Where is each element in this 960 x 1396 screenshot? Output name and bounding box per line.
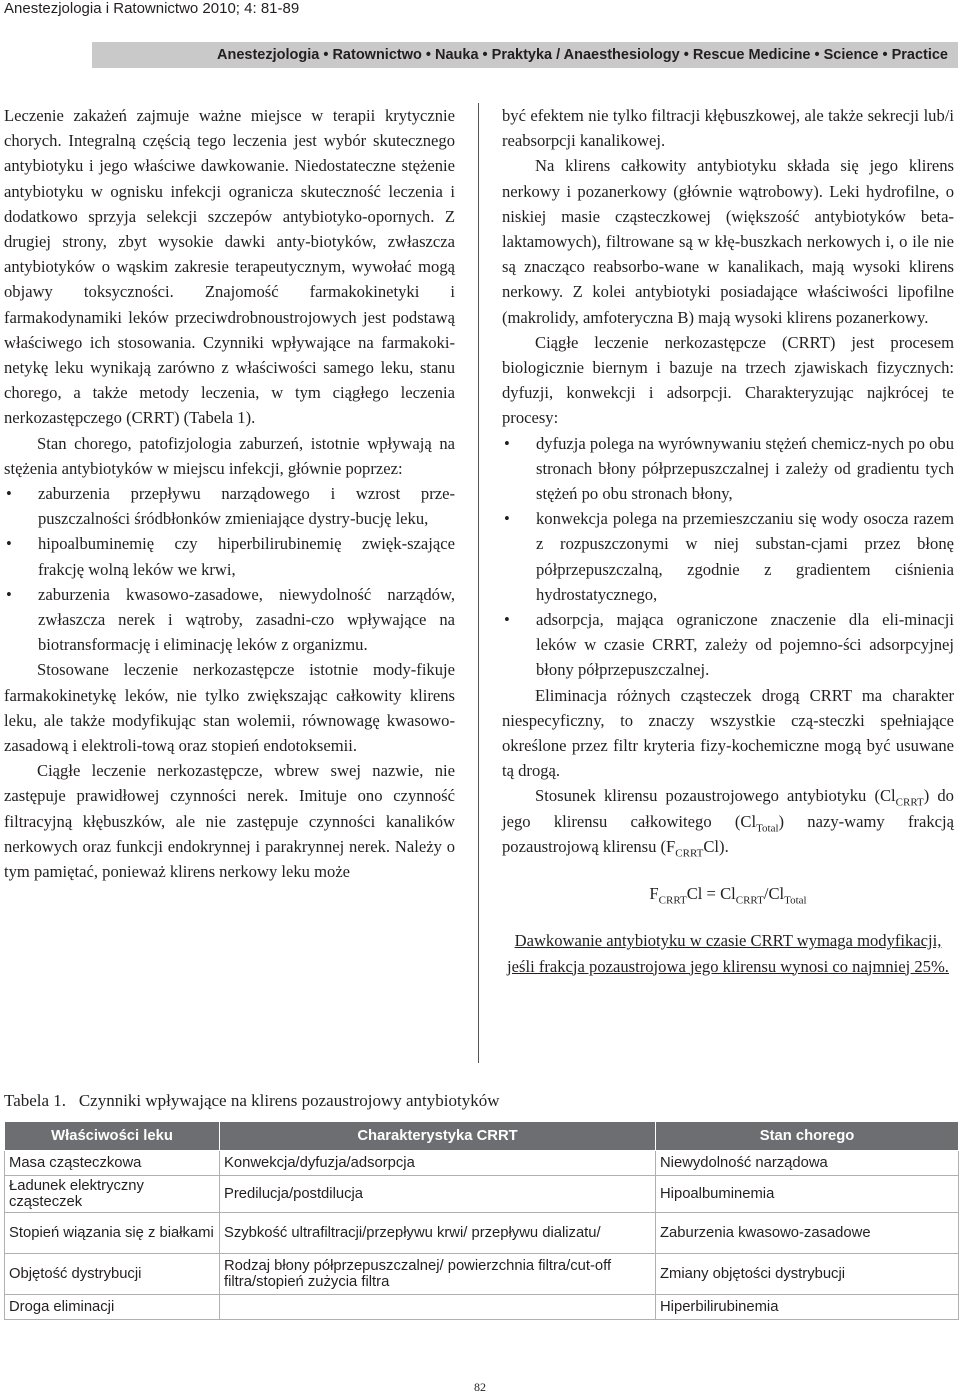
factors-table bbox=[4, 1121, 959, 1320]
list-item: • hipoalbuminemię czy hiperbilirubinemię zwięk-szające frakcję wolną leków we krwi, bbox=[4, 531, 455, 581]
paragraph: być efektem nie tylko filtracji kłębuszkowej, ale także sekrecji lub/i reabsorpcji kanalikowej. bbox=[502, 106, 954, 151]
left-column bbox=[4, 103, 455, 884]
table-header: Charakterystyka CRRT bbox=[220, 1122, 656, 1151]
list-item: • dyfuzja polega na wyrównywaniu stężeń chemicz-nych po obu stronach błony półprzepuszczalnej i zależy od gradientu tych stężeń po obu stronach błony, bbox=[502, 431, 954, 507]
right-column bbox=[502, 103, 954, 979]
table-row bbox=[5, 1254, 959, 1295]
paragraph: Leczenie zakażeń zajmuje ważne miejsce w terapii krytycznie chorych. Integralną częścią tego leczenia jest wybór skutecznego antybiotyku i jego właściwe dawkowanie. Niedostateczne stężenie antybiotyku w ognisku infekcji ogranicza skuteczność leczenia i dodatkowo sprzyja selekcji szczepów antybiotyko-opornych. Z drugiej strony, zbyt wysokie dawki anty-biotyków, zwłaszcza antybiotyków o wąskim zakresie terapeutycznym, wywołać mogą objawy toksyczności. Znajomość farmakokinetyki i farmakodynamiki leków przeciwdrobnoustrojowych jest podstawą właściwego ich stosowania. Czynniki wpływające na farmakoki-netykę leku wynikają zarówno z właściwości samego leku, stanu chorego, a także metody leczenia, w tym ciągłego leczenia nerkozastępczego (CRRT) (Tabela 1). bbox=[4, 106, 455, 428]
table-caption-text: Czynniki wpływające na klirens pozaustrojowy antybiotyków bbox=[78, 1091, 500, 1110]
table-cell: Droga eliminacji bbox=[5, 1295, 220, 1320]
table-header: Stan chorego bbox=[656, 1122, 959, 1151]
formula: $F_{CRRT}Cl = Cl_{CRRT}/Cl_{Total}$ bbox=[649, 884, 807, 907]
table-cell: Objętość dystrybucji bbox=[5, 1254, 220, 1295]
paragraph: Eliminacja różnych cząsteczek drogą CRRT ma charakter niespecyficzny, to znaczy wszystkie czą-steczki spełniające określone przez filtr kryteria fizy-kochemiczne mogą być usuwane tą drogą. bbox=[502, 685, 954, 781]
table-header: Właściwości leku bbox=[5, 1122, 220, 1151]
list-item: • zaburzenia kwasowo-zasadowe, niewydolność narządów, zwłaszcza nerek i wątroby, zasadni-czo wpływające na biotransformację i eliminację leków z organizmu. bbox=[4, 582, 455, 658]
table-cell: Predilucja/postdilucja bbox=[220, 1176, 656, 1213]
page-number: 82 bbox=[474, 1380, 486, 1394]
table-cell: Szybkość ultrafiltracji/przepływu krwi/ przepływu dializatu/ bbox=[220, 1213, 656, 1254]
paragraph: Stan chorego, patofizjologia zaburzeń, istotnie wpływają na stężenia antybiotyków w miejscu infekcji, głównie poprzez: bbox=[4, 433, 455, 478]
running-header-bar bbox=[92, 42, 958, 68]
table-cell: Hipoalbuminemia bbox=[656, 1176, 959, 1213]
bullet-list bbox=[4, 481, 455, 657]
table-cell: Masa cząsteczkowa bbox=[5, 1151, 220, 1176]
table-cell: Ładunek elektryczny cząsteczek bbox=[5, 1176, 220, 1213]
paragraph: Stosowane leczenie nerkozastępcze istotnie mody-fikuje farmakokinetykę leków, nie tylko zwiększając całkowity klirens leku, ale także modyfikując stan wolemii, równowagę kwasowo-zasadową i elektroli-tową oraz stopień endotoksemii. bbox=[4, 660, 455, 756]
table-row bbox=[5, 1213, 959, 1254]
list-item: • adsorpcja, mająca ograniczone znaczenie dla eli-minacji leków w czasie CRRT, zależy od pojemno-ści adsorpcyjnej błony półprzepuszczalnej. bbox=[502, 607, 954, 683]
column-divider bbox=[478, 103, 479, 1063]
table-cell: Zaburzenia kwasowo-zasadowe bbox=[656, 1213, 959, 1254]
list-item: • konwekcja polega na przemieszczaniu się wody osocza razem z rozpuszczonymi w niej substan-cjami przez błonę półprzepuszczalną, zgodnie z gradientem ciśnienia hydrostatycznego, bbox=[502, 506, 954, 607]
running-header-text: Anestezjologia • Ratownictwo • Nauka • Praktyka / Anaesthesiology • Rescue Medicine • Science • Practice bbox=[217, 47, 948, 63]
paragraph: Ciągłe leczenie nerkozastępcze, wbrew swej nazwie, nie zastępuje prawidłowej czynności nerek. Imituje ono czynność filtracyjną kłębuszków, ale nie zastępuje czynności kanalików nerkowych oraz funkcji endokrynnej i parakrynnej nerek. Należy o tym pamiętać, ponieważ klirens nerkowy leku może bbox=[4, 761, 455, 882]
table-cell bbox=[220, 1295, 656, 1320]
paragraph: Ciągłe leczenie nerkozastępcze (CRRT) jest procesem biologicznie biernym i bazuje na trzech zjawiskach fizycznych: dyfuzji, konwekcji i adsorpcji. Charakteryzując najkrócej te procesy: bbox=[502, 332, 954, 428]
bullet-list bbox=[502, 431, 954, 683]
table-row bbox=[5, 1151, 959, 1176]
table-cell: Hiperbilirubinemia bbox=[656, 1295, 959, 1320]
paragraph-clearance-ratio: Stosunek klirensu pozaustrojowego antybiotyku $(Cl_{CRRT})$ do jego klirensu całkowitego $(Cl_{Total})$ nazy-wamy frakcją pozaustrojową klirensu $(F_{CRRT}Cl)$. bbox=[502, 786, 955, 860]
table-cell: Niewydolność narządowa bbox=[656, 1151, 959, 1176]
table-caption-label: Tabela 1. bbox=[4, 1091, 67, 1110]
journal-reference: Anestezjologia i Ratownictwo 2010; 4: 81-89 bbox=[4, 0, 300, 17]
table-row bbox=[5, 1295, 959, 1320]
table-caption bbox=[4, 1090, 499, 1112]
table-cell: Zmiany objętości dystrybucji bbox=[656, 1254, 959, 1295]
table-cell: Konwekcja/dyfuzja/adsorpcja bbox=[220, 1151, 656, 1176]
list-item: • zaburzenia przepływu narządowego i wzrost prze-puszczalności śródbłonków zmieniające dystry-bucję leku, bbox=[4, 481, 455, 531]
table-cell: Rodzaj błony półprzepuszczalnej/ powierzchnia filtra/cut-off filtra/stopień zużycia filtra bbox=[220, 1254, 656, 1295]
table-row bbox=[5, 1176, 959, 1213]
paragraph: Na klirens całkowity antybiotyku składa się jego klirens nerkowy i pozanerkowy (głównie wątrobowy). Leki hydrofilne, o niskiej masie cząsteczkowej (większość antybiotyków beta-laktamowych), filtrowane są w kłę-buszkach nerkowych i, o ile nie są znacząco reabsorbo-wane w kanalikach, mają wysoki klirens nerkowy. Z kolei antybiotyki posiadające właściwości lipofilne (makrolidy, amfoteryczna B) mają wysoki klirens pozanerkowy. bbox=[502, 156, 954, 327]
table-cell: Stopień wiązania się z białkami bbox=[5, 1213, 220, 1254]
conclusion-statement: Dawkowanie antybiotyku w czasie CRRT wymaga modyfikacji, jeśli frakcja pozaustrojowa jego klirensu wynosi co najmniej 25%. bbox=[507, 931, 949, 976]
